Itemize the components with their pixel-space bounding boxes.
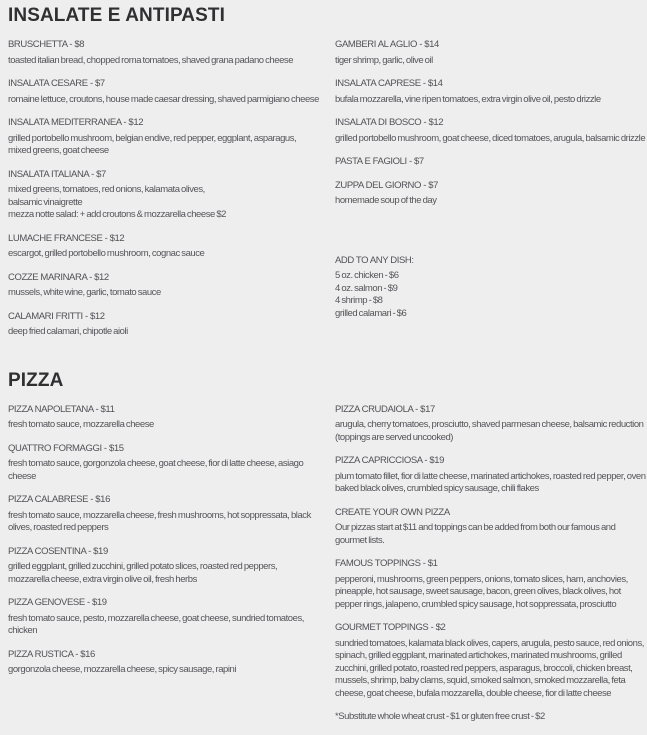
item-description: 5 oz. chicken - $6: [335, 270, 399, 281]
item-description: fresh tomato sauce, mozzarella cheese, fresh mushrooms, hot soppressata, black olives, roasted red peppers: [8, 509, 311, 533]
item-description: fresh tomato sauce, pesto, mozzarella cheese, goat cheese, sundried tomatoes, chicken: [8, 612, 304, 636]
menu-item: [335, 507, 647, 548]
item-name: INSALATA ITALIANA - $7: [8, 168, 106, 180]
item-name: CREATE YOUR OWN PIZZA: [335, 506, 450, 518]
menu-column: [335, 404, 647, 735]
menu-item: [8, 39, 320, 67]
menu-item: [8, 649, 320, 677]
item-description: balsamic vinaigrette: [8, 196, 83, 208]
menu-item: [8, 443, 320, 484]
item-description: 4 oz. salmon - $9: [335, 282, 398, 294]
menu-item: [8, 117, 320, 158]
item-name: INSALATA CAPRESE - $14: [335, 78, 443, 89]
menu-item: [8, 169, 320, 222]
item-description: toasted italian bread, chopped roma tomatoes, shaved grana padano cheese: [8, 54, 294, 66]
item-description: homemade soup of the day: [335, 195, 437, 206]
item-description: Our pizzas start at $11 and toppings can be added from both our famous and gourmet lists.: [335, 522, 616, 546]
menu-item: [335, 404, 647, 445]
item-name: INSALATA CESARE - $7: [8, 78, 105, 89]
item-name: QUATTRO FORMAGGI - $15: [8, 442, 124, 454]
item-name: GOURMET TOPPINGS - $2: [335, 622, 446, 633]
item-description: grilled portobello mushroom, goat cheese, diced tomatoes, arugula, balsamic drizzle: [335, 132, 646, 144]
section-title: INSALATE E ANTIPASTI: [8, 5, 225, 26]
item-name: INSALATA MEDITERRANEA - $12: [8, 117, 144, 128]
item-name: PIZZA GENOVESE - $19: [8, 597, 107, 608]
item-name: FAMOUS TOPPINGS - $1: [335, 558, 438, 569]
item-description: fresh tomato sauce, mozzarella cheese: [8, 419, 154, 430]
item-description: mezza notte salad: + add croutons & mozzarella cheese $2: [8, 209, 227, 220]
item-name: BRUSCHETTA - $8: [8, 39, 85, 50]
menu-item: [335, 117, 647, 145]
item-description: grilled eggplant, grilled zucchini, grilled potato slices, roasted red peppers, mozzarella cheese, extra virgin olive oil, fresh herbs: [8, 561, 278, 585]
item-name: CALAMARI FRITTI - $12: [8, 310, 105, 322]
item-name: ZUPPA DEL GIORNO - $7: [335, 179, 438, 191]
menu-item: [335, 558, 647, 611]
menu-item: [335, 622, 647, 700]
menu-item: [335, 39, 647, 67]
menu-item: [8, 494, 320, 535]
item-description: fresh tomato sauce, gorgonzola cheese, goat cheese, fior di latte cheese, asiago cheese: [8, 458, 304, 482]
item-description: sundried tomatoes, kalamata black olives, capers, arugula, pesto sauce, red onions, spinach, grilled eggplant, marinated artichokes, marinated mushrooms, grilled zucchini, grilled potato, roasted red peppers, asparagus, broccoli, chicken breast, mussels, shrimp, baby clams, squid, smoked salmon, smoked mozzarella, feta cheese, goat cheese, bufala mozzarella, double cheese, fior di latte cheese: [335, 637, 644, 699]
item-description: *Substitute whole wheat crust - $1 or gluten free crust - $2: [335, 711, 545, 722]
menu-item: [335, 255, 647, 321]
menu-section: [8, 5, 647, 350]
item-description: mixed greens, tomatoes, red onions, kalamata olives,: [8, 184, 205, 195]
menu-column: [335, 39, 647, 331]
menu-item: [8, 233, 320, 261]
item-name: INSALATA DI BOSCO - $12: [335, 117, 444, 128]
item-name: PIZZA RUSTICA - $16: [8, 648, 95, 660]
menu-item: [8, 597, 320, 638]
item-name: GAMBERI AL AGLIO - $14: [335, 39, 439, 50]
item-description: deep fried calamari, chipotle aioli: [8, 326, 128, 337]
item-description: plum tomato fillet, fior di latte cheese, marinated artichokes, roasted red pepper, oven baked black olives, crumbled spicy sausage, chili flakes: [335, 470, 646, 494]
item-name: PIZZA NAPOLETANA - $11: [8, 403, 115, 415]
item-name: ADD TO ANY DISH:: [335, 254, 414, 266]
menu-item: [335, 711, 647, 724]
item-description: grilled portobello mushroom, belgian endive, red pepper, eggplant, asparagus, mixed greens, goat cheese: [8, 132, 297, 156]
item-name: PIZZA CRUDAIOLA - $17: [335, 403, 435, 415]
section-columns: [8, 404, 647, 735]
item-name: PASTA E FAGIOLI - $7: [335, 156, 424, 167]
item-name: PIZZA CAPRICCIOSA - $19: [335, 455, 445, 466]
item-description: arugula, cherry tomatoes, prosciutto, shaved parmesan cheese, balsamic reduction (toppings are served uncooked): [335, 419, 644, 443]
item-description: bufala mozzarella, vine ripen tomatoes, extra virgin olive oil, pesto drizzle: [335, 93, 601, 105]
item-name: COZZE MARINARA - $12: [8, 271, 109, 283]
item-description: grilled calamari - $6: [335, 307, 407, 319]
menu-item: [8, 311, 320, 339]
menu-item: [335, 455, 647, 496]
menu-item: [8, 404, 320, 432]
menu-column: [8, 404, 320, 688]
item-description: gorgonzola cheese, mozzarella cheese, spicy sausage, rapini: [8, 664, 237, 675]
item-description: mussels, white wine, garlic, tomato sauce: [8, 287, 161, 298]
item-description: tiger shrimp, garlic, olive oil: [335, 54, 433, 66]
menu-item: [335, 78, 647, 106]
item-description: pepperoni, mushrooms, green peppers, onions, tomato slices, ham, anchovies, pineapple, hot sausage, sweet sausage, bacon, green olives, black olives, hot pepper rings, jalapeno, crumbled spicy sausage, hot soppressata, prosciutto: [335, 573, 628, 610]
menu-item: [8, 546, 320, 587]
menu-section: [8, 370, 647, 735]
item-description: romaine lettuce, croutons, house made caesar dressing, shaved parmigiano cheese: [8, 93, 319, 105]
item-description: 4 shrimp - $8: [335, 295, 383, 306]
section-columns: [8, 39, 647, 350]
item-name: LUMACHE FRANCESE - $12: [8, 232, 125, 244]
item-name: PIZZA CALABRESE - $16: [8, 494, 110, 505]
menu-item: [335, 180, 647, 208]
section-title: PIZZA: [8, 369, 64, 391]
item-description: escargot, grilled portobello mushroom, cognac sauce: [8, 248, 205, 259]
menu-item: [335, 156, 647, 169]
menu-column: [8, 39, 320, 350]
menu-item: [8, 272, 320, 300]
item-name: PIZZA COSENTINA - $19: [8, 545, 108, 557]
menu-item: [8, 78, 320, 106]
